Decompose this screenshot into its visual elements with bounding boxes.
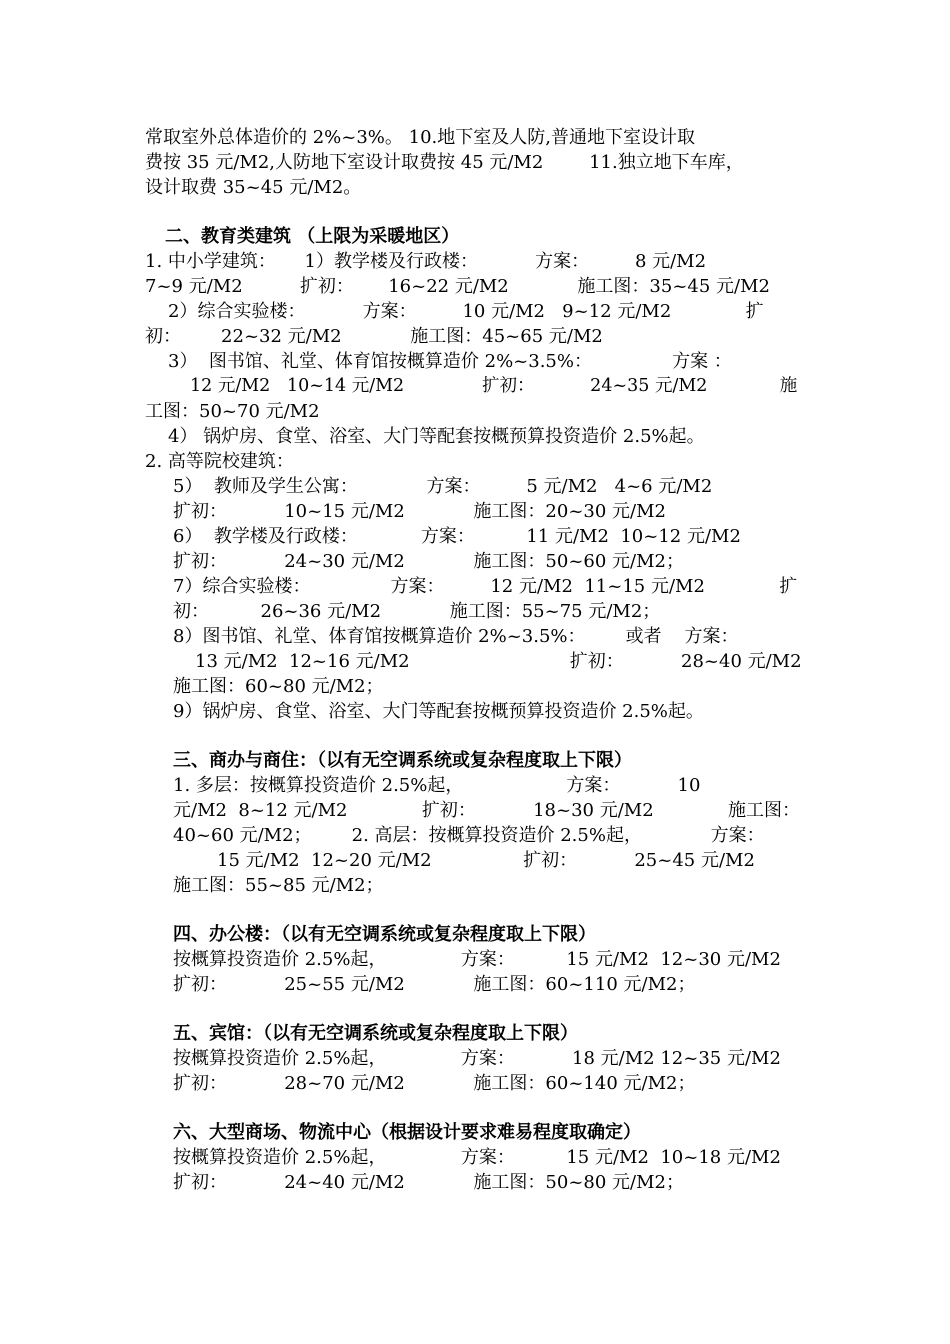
section-heading: 五、宾馆：（以有无空调系统或复杂程度取上下限） [173,1023,578,1044]
text-line: 常取室外总体造价的 2%~3%。 10.地下室及人防,普通地下室设计取 [145,127,695,148]
text-line: 7）综合实验楼： 方案： 12 元/M2 11~15 元/M2 扩 [173,576,798,597]
text-line: 12 元/M2 10~14 元/M2 扩初： 24~35 元/M2 施 [190,376,798,396]
text-line: 6） 教学楼及行政楼： 方案： 11 元/M2 10~12 元/M2 [173,526,741,547]
text-line: 施工图：60~80 元/M2； [173,676,384,697]
text-line: 2）综合实验楼： 方案： 10 元/M2 9~12 元/M2 扩 [168,301,764,322]
text-line: 按概算投资造价 2.5%起， 方案： 15 元/M2 10~18 元/M2 [173,1147,781,1168]
text-line: 设计取费 35~45 元/M2。 [145,177,362,198]
text-line: 扩初： 28~70 元/M2 施工图：60~140 元/M2； [173,1073,696,1094]
text-line: 工图：50~70 元/M2 [145,401,320,422]
text-line: 元/M2 8~12 元/M2 扩初： 18~30 元/M2 施工图： [173,800,801,821]
section-heading: 三、商办与商住：（以有无空调系统或复杂程度取上下限） [173,750,632,771]
text-line: 7~9 元/M2 扩初： 16~22 元/M2 施工图：35~45 元/M2 [145,276,770,297]
text-line: 40~60 元/M2； 2. 高层：按概算投资造价 2.5%起， 方案： [173,825,765,846]
text-line: 扩初： 24~40 元/M2 施工图：50~80 元/M2； [173,1172,684,1193]
section-heading: 四、办公楼：（以有无空调系统或复杂程度取上下限） [173,924,596,945]
text-line: 施工图：55~85 元/M2； [173,875,384,896]
text-line: 按概算投资造价 2.5%起， 方案： 18 元/M2 12~35 元/M2 [173,1048,781,1069]
text-line: 初： 22~32 元/M2 施工图：45~65 元/M2 [145,326,603,347]
text-line: 5） 教师及学生公寓： 方案： 5 元/M2 4~6 元/M2 [173,476,713,497]
section-heading: 六、大型商场、物流中心（根据设计要求难易程度取确定） [173,1122,641,1143]
text-line: 费按 35 元/M2,人防地下室设计取费按 45 元/M2 11.独立地下车库， [145,152,744,173]
text-line: 扩初： 10~15 元/M2 施工图：20~30 元/M2 [173,501,666,522]
text-line: 3） 图书馆、礼堂、体育馆按概算造价 2%~3.5%： 方案 ： [168,351,732,372]
text-line: 9）锅炉房、食堂、浴室、大门等配套按概预算投资造价 2.5%起。 [173,701,704,722]
text-line: 扩初： 24~30 元/M2 施工图：50~60 元/M2； [173,551,684,572]
text-line: 初： 26~36 元/M2 施工图：55~75 元/M2； [173,601,661,622]
section-heading: 二、教育类建筑 （上限为采暖地区） [165,226,460,247]
text-line: 按概算投资造价 2.5%起， 方案： 15 元/M2 12~30 元/M2 [173,949,781,970]
text-line: 15 元/M2 12~20 元/M2 扩初： 25~45 元/M2 [217,850,755,871]
text-line: 13 元/M2 12~16 元/M2 扩初： 28~40 元/M2 [195,651,802,672]
text-line: 1. 多层：按概算投资造价 2.5%起， 方案： 10 [173,775,701,796]
text-line: 1. 中小学建筑： 1）教学楼及行政楼： 方案： 8 元/M2 [145,251,707,272]
text-line: 4） 锅炉房、食堂、浴室、大门等配套按概预算投资造价 2.5%起。 [168,426,705,447]
text-line: 8）图书馆、礼堂、体育馆按概算造价 2%~3.5%： 或者 方案： [173,626,739,647]
text-line: 扩初： 25~55 元/M2 施工图：60~110 元/M2； [173,974,696,995]
text-line: 2. 高等院校建筑： [145,451,294,472]
